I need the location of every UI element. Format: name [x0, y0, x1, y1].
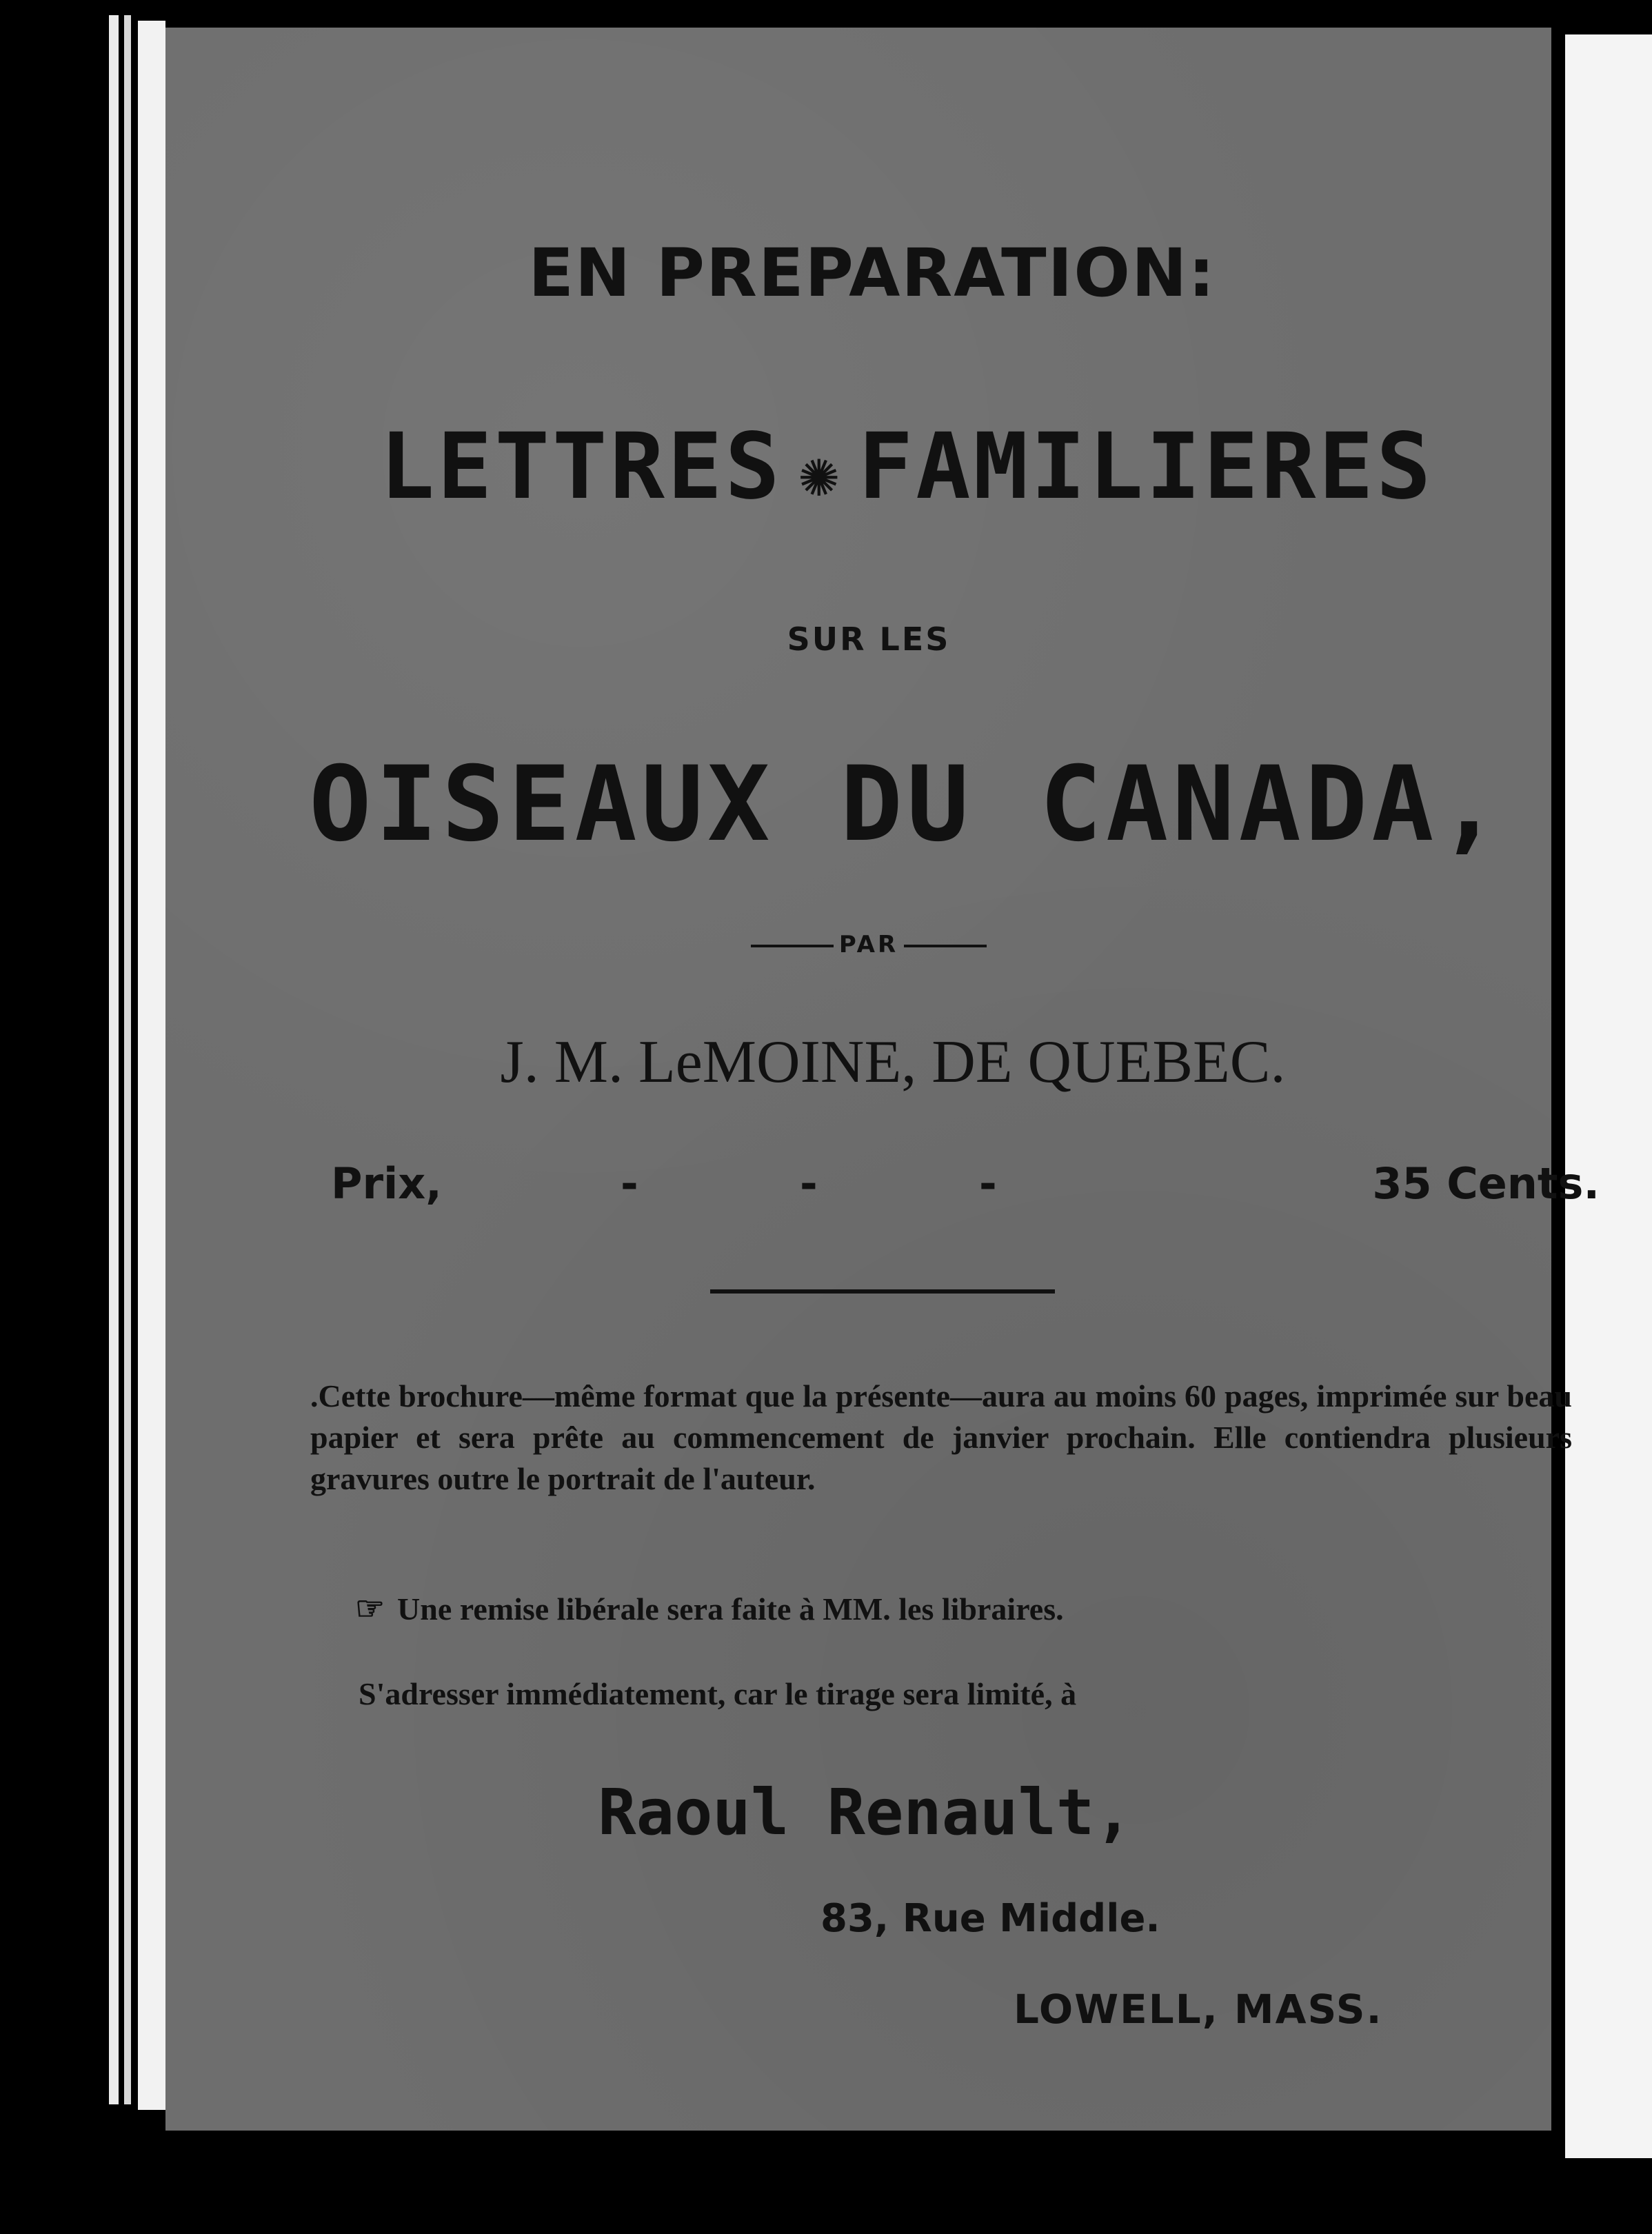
divider-rule — [710, 1289, 1055, 1294]
author-line: J. M. LeMOINE, DE QUEBEC. — [500, 1029, 1286, 1096]
price-row — [331, 1158, 1600, 1227]
price-label: Prix, — [331, 1158, 442, 1209]
notice-address-intro: S'adresser immédiatement, car le tirage sera limité, à — [359, 1676, 1077, 1711]
price-dash: - — [800, 1158, 818, 1209]
price-dash: - — [979, 1158, 997, 1209]
heading-oiseaux-du-canada: OISEAUX DU CANADA, — [309, 745, 1504, 865]
address-city: LOWELL, MASS. — [1014, 1986, 1383, 2033]
address-street: 83, Rue Middle. — [820, 1896, 1160, 1941]
flower-ornament-icon: ✺ — [798, 434, 842, 512]
page-edge-2 — [124, 15, 131, 2104]
page-edge-1 — [109, 15, 119, 2104]
heading-sur-les: SUR LES — [787, 621, 951, 658]
publisher-name: Raoul Renault, — [598, 1775, 1133, 1849]
par-label: PAR — [838, 931, 899, 958]
notice-libraires — [165, 1589, 1551, 1628]
page-edge-3 — [138, 21, 165, 2110]
title-word-lettres: LETTRES — [379, 414, 783, 520]
price-value: 35 Cents. — [1372, 1158, 1600, 1209]
description-paragraph: .Cette brochure—même format que la présente—aura au moins 60 pages, imprimée sur beau papier et sera prête au commencement de janvier prochain. Elle contiendra plusieurs gravures outre le portrait de l'auteur. — [310, 1378, 1572, 1496]
notice-libraires-text: Une remise libérale sera faite à MM. les libraires. — [397, 1591, 1064, 1627]
heading-en-preparation: EN PREPARATION: — [528, 234, 1216, 312]
title-word-familieres: FAMILIERES — [858, 414, 1434, 520]
par-separator — [165, 931, 1551, 958]
pointing-hand-icon: ☞ — [355, 1591, 385, 1627]
document-page — [165, 28, 1600, 2131]
par-rule-right — [904, 945, 987, 947]
price-dash: - — [621, 1158, 638, 1209]
par-rule-left — [751, 945, 834, 947]
facing-page-edge — [1565, 34, 1652, 2158]
heading-title — [165, 414, 1551, 520]
